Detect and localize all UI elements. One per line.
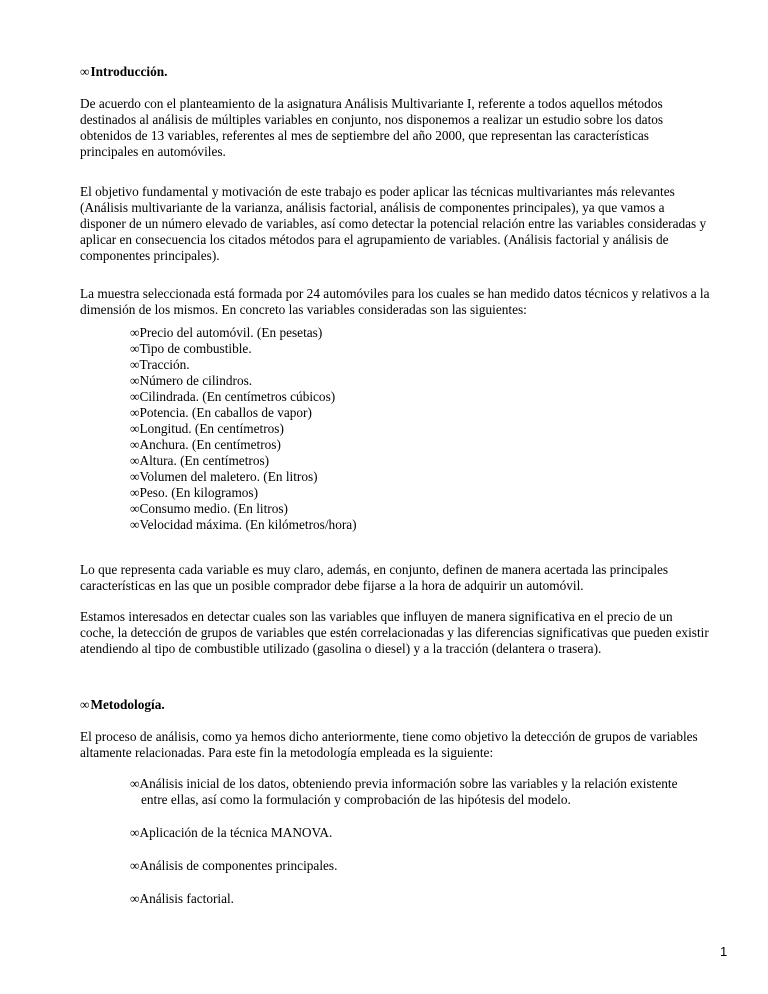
methodology-step bbox=[130, 776, 710, 808]
list-item-text: Peso. (En kilogramos) bbox=[139, 485, 259, 500]
bullet-symbol: ∞ bbox=[130, 858, 140, 873]
list-item-text: Precio del automóvil. (En pesetas) bbox=[139, 325, 323, 340]
list-item-text: Tracción. bbox=[139, 357, 190, 372]
list-item bbox=[130, 469, 357, 485]
methodology-step bbox=[130, 825, 710, 841]
list-item bbox=[130, 341, 357, 357]
step-text: Análisis de componentes principales. bbox=[139, 858, 338, 873]
list-item-text: Altura. (En centímetros) bbox=[139, 453, 270, 468]
bullet-symbol: ∞ bbox=[130, 469, 140, 484]
bullet-symbol: ∞ bbox=[130, 405, 140, 420]
step-text: Aplicación de la técnica MANOVA. bbox=[139, 825, 333, 840]
list-item bbox=[130, 517, 357, 533]
list-item-text: Velocidad máxima. (En kilómetros/hora) bbox=[139, 517, 357, 532]
bullet-symbol: ∞ bbox=[130, 776, 140, 791]
paragraph-metodologia-intro: El proceso de análisis, como ya hemos dicho anteriormente, tiene como objetivo la detección de grupos de variables altamente relacionadas. Para este fin la metodología empleada es la siguiente: bbox=[80, 729, 698, 760]
list-item bbox=[130, 485, 357, 501]
list-item bbox=[130, 501, 357, 517]
list-item-text: Potencia. (En caballos de vapor) bbox=[139, 405, 312, 420]
bullet-symbol: ∞ bbox=[130, 453, 140, 468]
list-item bbox=[130, 421, 357, 437]
list-item bbox=[130, 389, 357, 405]
list-item bbox=[130, 405, 357, 421]
methodology-step bbox=[130, 891, 710, 907]
section-heading-introduccion bbox=[80, 64, 167, 80]
step-text-continuation: entre ellas, así como la formulación y comprobación de las hipótesis del modelo. bbox=[141, 792, 571, 807]
step-text: Análisis factorial. bbox=[139, 891, 235, 906]
bullet-symbol: ∞ bbox=[130, 389, 140, 404]
list-item bbox=[130, 437, 357, 453]
bullet-symbol: ∞ bbox=[130, 437, 140, 452]
bullet-symbol: ∞ bbox=[130, 485, 140, 500]
paragraph-intro-4: Lo que representa cada variable es muy claro, además, en conjunto, definen de manera acertada las principales características en las que un posible comprador debe fijarse a la hora de adquirir un automóvil. bbox=[80, 562, 669, 593]
list-item bbox=[130, 325, 357, 341]
heading-text: Metodología. bbox=[90, 697, 165, 712]
bullet-symbol: ∞ bbox=[130, 373, 140, 388]
bullet-symbol: ∞ bbox=[130, 517, 140, 532]
step-text: Análisis inicial de los datos, obteniendo previa información sobre las variables y la relación existente bbox=[139, 776, 678, 791]
bullet-symbol: ∞ bbox=[130, 357, 140, 372]
variables-list bbox=[130, 325, 357, 533]
bullet-symbol: ∞ bbox=[130, 891, 140, 906]
list-item-text: Volumen del maletero. (En litros) bbox=[139, 469, 318, 484]
list-item-text: Anchura. (En centímetros) bbox=[139, 437, 281, 452]
methodology-step bbox=[130, 858, 710, 874]
list-item bbox=[130, 357, 357, 373]
list-item-text: Longitud. (En centímetros) bbox=[139, 421, 284, 436]
bullet-symbol: ∞ bbox=[80, 64, 90, 79]
paragraph-intro-3: La muestra seleccionada está formada por 24 automóviles para los cuales se han medido datos técnicos y relativos a la dimensión de los mismos. En concreto las variables consideradas son las siguientes: bbox=[80, 286, 710, 317]
list-item-text: Consumo medio. (En litros) bbox=[139, 501, 288, 516]
list-item-text: Cilindrada. (En centímetros cúbicos) bbox=[139, 389, 336, 404]
bullet-symbol: ∞ bbox=[130, 341, 140, 356]
bullet-symbol: ∞ bbox=[130, 325, 140, 340]
page-number: 1 bbox=[720, 944, 728, 959]
paragraph-intro-2: El objetivo fundamental y motivación de este trabajo es poder aplicar las técnicas multivariantes más relevantes (Análisis multivariante de la varianza, análisis factorial, análisis de componentes principales), ya que vamos a disponer de un número elevado de variables, así como detectar la potencial relación entre las variables consideradas y aplicar en consecuencia los citados métodos para el agrupamiento de variables. (Análisis factorial y análisis de componentes principales). bbox=[80, 184, 707, 263]
list-item bbox=[130, 373, 357, 389]
list-item-text: Tipo de combustible. bbox=[139, 341, 252, 356]
paragraph-intro-1: De acuerdo con el planteamiento de la asignatura Análisis Multivariante I, referente a todos aquellos métodos destinados al análisis de múltiples variables en conjunto, nos disponemos a realizar un estudio sobre los datos obtenidos de 13 variables, referentes al mes de septiembre del año 2000, que representan las características principales en automóviles. bbox=[80, 96, 664, 159]
list-item bbox=[130, 453, 357, 469]
bullet-symbol: ∞ bbox=[80, 697, 90, 712]
bullet-symbol: ∞ bbox=[130, 825, 140, 840]
bullet-symbol: ∞ bbox=[130, 501, 140, 516]
bullet-symbol: ∞ bbox=[130, 421, 140, 436]
heading-text: Introducción. bbox=[90, 64, 168, 79]
paragraph-intro-5: Estamos interesados en detectar cuales son las variables que influyen de manera significativa en el precio de un coche, la detección de grupos de variables que estén correlacionadas y las diferencias significativas que pueden existir atendiendo al tipo de combustible utilizado (gasolina o diesel) y a la tracción (delantera o trasera). bbox=[80, 609, 709, 656]
section-heading-metodologia bbox=[80, 697, 165, 713]
list-item-text: Número de cilindros. bbox=[139, 373, 253, 388]
